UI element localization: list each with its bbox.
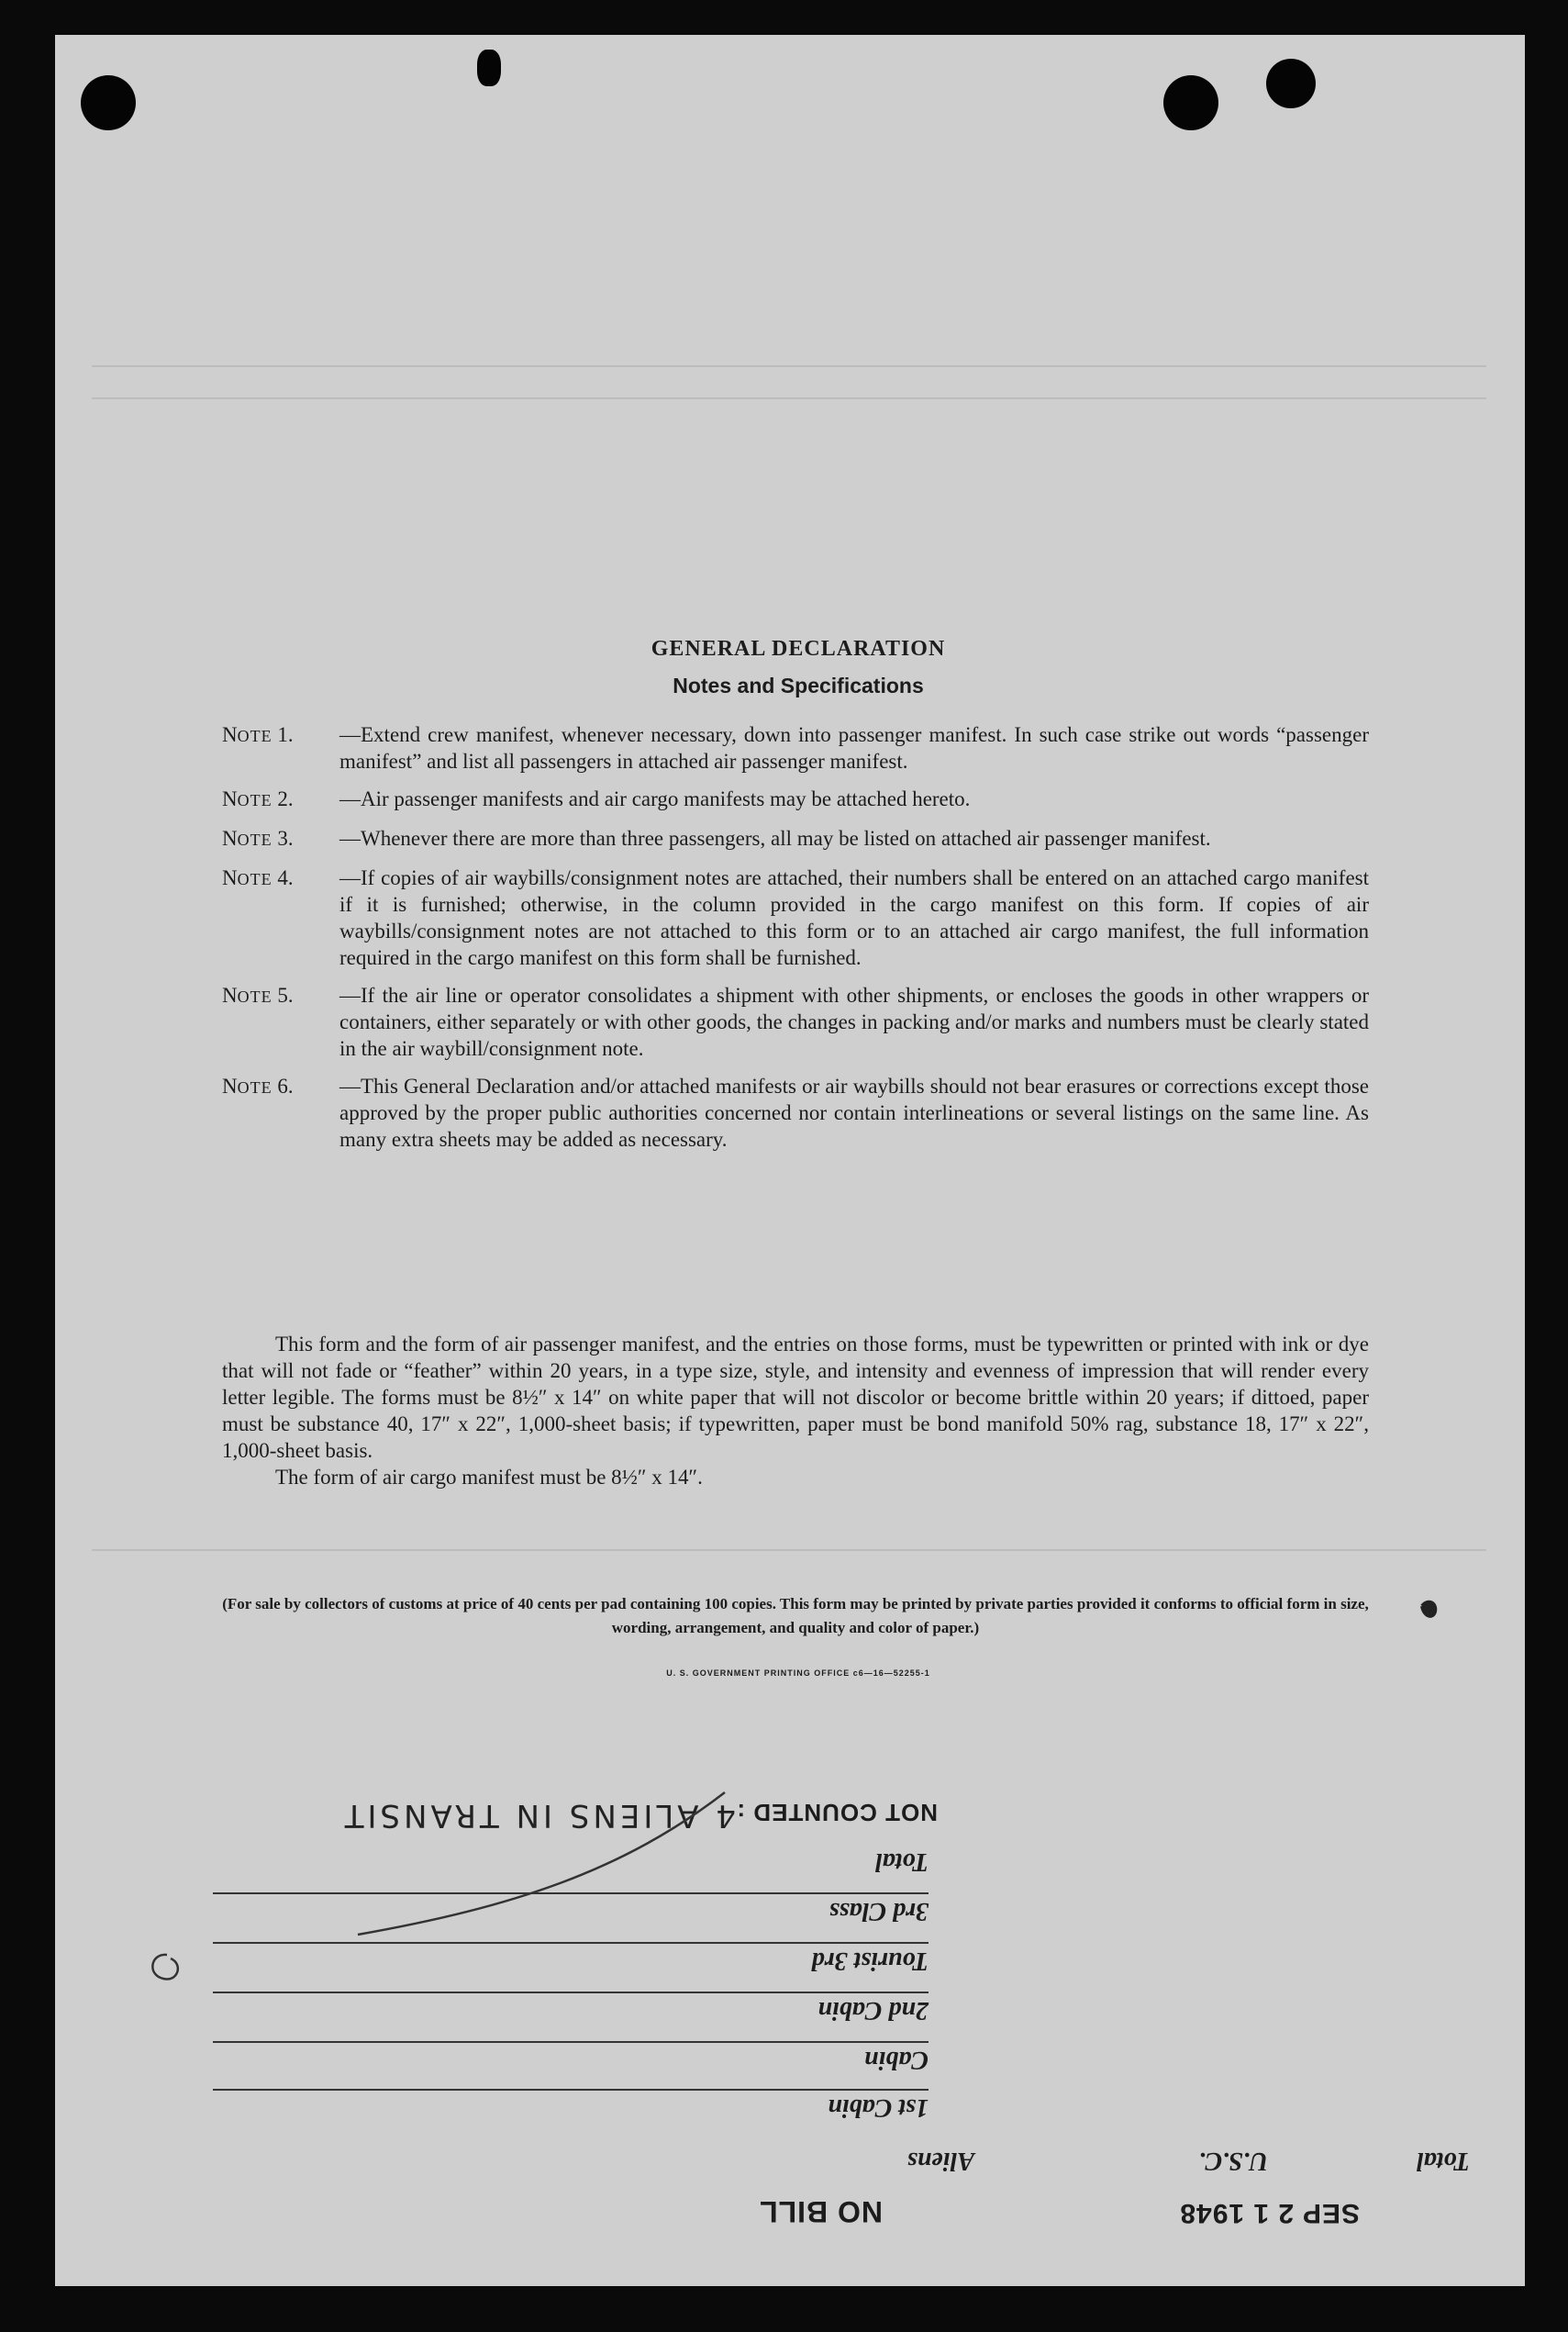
page-subtitle: Notes and Specifications [673,674,924,697]
not-counted-stamp: NOT COUNTED : [736,1799,938,1826]
ink-spot [1422,1602,1435,1616]
note-label: NOTE 5. [222,984,294,1007]
class-row-label: 2nd Cabin [817,1996,929,2025]
note-label: NOTE 6. [222,1075,294,1098]
note-label: NOTE 4. [222,866,294,889]
class-row-label: 1st Cabin [828,2093,929,2122]
note-text: —Extend crew manifest, whenever necessary, down into passenger manifest. In such case strike out words “passenger manifest” and list all passengers in attached air passenger manifest. [339,723,1369,773]
handwriting-overlay [55,35,1525,2286]
hand-stroke [358,1792,725,1935]
total-column-header: Total [1416,2147,1470,2175]
note-text: —Air passenger manifests and air cargo manifests may be attached hereto. [339,787,971,810]
paragraph-last-line: The form of air cargo manifest must be 8½″ x 14″. [275,1466,703,1489]
class-row-label: Total [874,1847,929,1876]
note-label: NOTE 3. [222,827,294,850]
class-row-label: Cabin [863,2046,929,2074]
note-text: —If the air line or operator consolidates a shipment with other shipments, or encloses the goods in other wrappers or containers, either separately or with other goods, the changes in packing and/or marks and numbers must be clearly stated in the air waybill/consignment note. [339,984,1369,1060]
usc-column-header: U.S.C. [1198,2147,1268,2175]
date-stamp: SEP 2 1 1948 [1179,2198,1360,2228]
class-row-label: Tourist 3rd [811,1947,929,1975]
note-label: NOTE 2. [222,787,294,810]
note-text: —This General Declaration and/or attached manifests or air waybills should not bear erasures or corrections except those approved by the proper public authorities concerned nor contain interlineations or several listings on the same line. As many extra sheets may be added as necessary. [339,1075,1369,1151]
printer-line: U. S. GOVERNMENT PRINTING OFFICE c6—16—52255-1 [666,1668,930,1678]
aliens-column-header: Aliens [906,2147,974,2175]
note-text: —If copies of air waybills/consignment notes are attached, their numbers shall be entered on an attached cargo manifest if it is furnished; otherwise, in the column provided in the cargo manifest on this form. If copies of air waybills/consignment notes are not attached to this form or to an attached air cargo manifest, the full information required in the cargo manifest on this form shall be furnished. [339,866,1369,969]
class-row-label: 3rd Class [828,1897,929,1925]
note-label: NOTE 1. [222,723,294,746]
page-title: GENERAL DECLARATION [651,637,946,661]
no-bill-stamp: NO BILL [759,2195,883,2228]
sale-notice: (For sale by collectors of customs at price of 40 cents per pad containing 100 copies. This form may be printed by private parties provided it conforms to official form in size, wording, arrangement, and quality and color of paper.) [222,1595,1369,1636]
paragraph-text: This form and the form of air passenger manifest, and the entries on those forms, must be typewritten or printed with ink or dye that will not fade or “feather” within 20 years, in a type size, style, and intensity and evenness of impression that will render every letter legible. The forms must be 8½″ x 14″ on white paper that will not discolor or become brittle within 20 years; if dittoed, paper must be substance 40, 17″ x 22″, 1,000-sheet basis; if typewritten, paper must be bond manifold 50% rag, substance 18, 17″ x 22″, 1,000-sheet basis. [222,1333,1369,1462]
document-page [55,35,1525,2286]
hand-circle-mark [152,1955,178,1980]
note-text: —Whenever there are more than three passengers, all may be listed on attached air passenger manifest. [339,827,1211,850]
handwritten-note: 4 ALIENS IN TRANSIT [340,1797,736,1834]
